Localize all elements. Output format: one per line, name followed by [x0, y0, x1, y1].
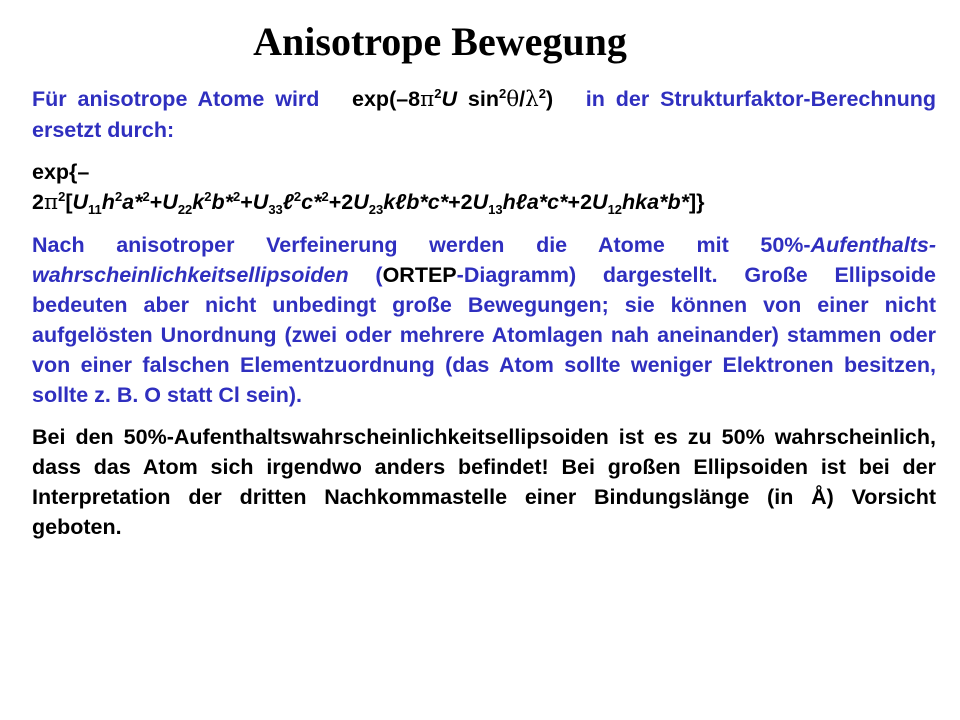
- probability-paragraph: Bei den 50%-Aufenthaltswahrscheinlichkeitsellipsoiden ist es zu 50% wahrscheinlich, dass das Atom sich irgendwo anders befindet! Bei großen Ellipsoiden ist bei der Interpretation der dritten Nachkommastelle einer Bindungslänge (in Å) Vorsicht geboten.: [32, 425, 936, 539]
- ortep-paragraph: Nach anisotroper Verfeinerung werden die Atome mit 50%-Aufenthalts-wahrscheinlichkeitsellipsoiden (ORTEP-Diagramm) dargestellt. Große Ellipsoide bedeuten aber nicht unbedingt große Bewegungen; sie können von einer nicht aufgelösten Unordnung (zwei oder mehrere Atomlagen nah aneinander) stammen oder von einer falschen Elementzuordnung (das Atom sollte weniger Elektronen besitzen, sollte z. B. O statt Cl sein).: [32, 233, 936, 407]
- intro-paragraph: [32, 84, 936, 145]
- intro-formula: $\exp(-8\pi^2U$ $\sin^2\theta/\lambda^2$): [352, 86, 554, 112]
- intro-text: Für anisotrope Atome wird: [32, 87, 320, 111]
- formula-line-2: $2\pi^2[U_{11}h^2a*^2+U_{22}k^2b*^2+U_{33}\ell^2c*^2+2U_{23}k\ell b*c*+2U_{13}h\ell a*c*+2U_{12}hka*b*]$}: [32, 189, 705, 217]
- intro-text-after: in der Strukturfaktor-Berechnung ersetzt durch:: [32, 87, 937, 142]
- replacement-formula: [32, 157, 936, 218]
- formula-line-1: exp{–: [32, 160, 90, 184]
- slide-title: Anisotrope Bewegung: [253, 19, 627, 64]
- slide-body: [32, 84, 936, 542]
